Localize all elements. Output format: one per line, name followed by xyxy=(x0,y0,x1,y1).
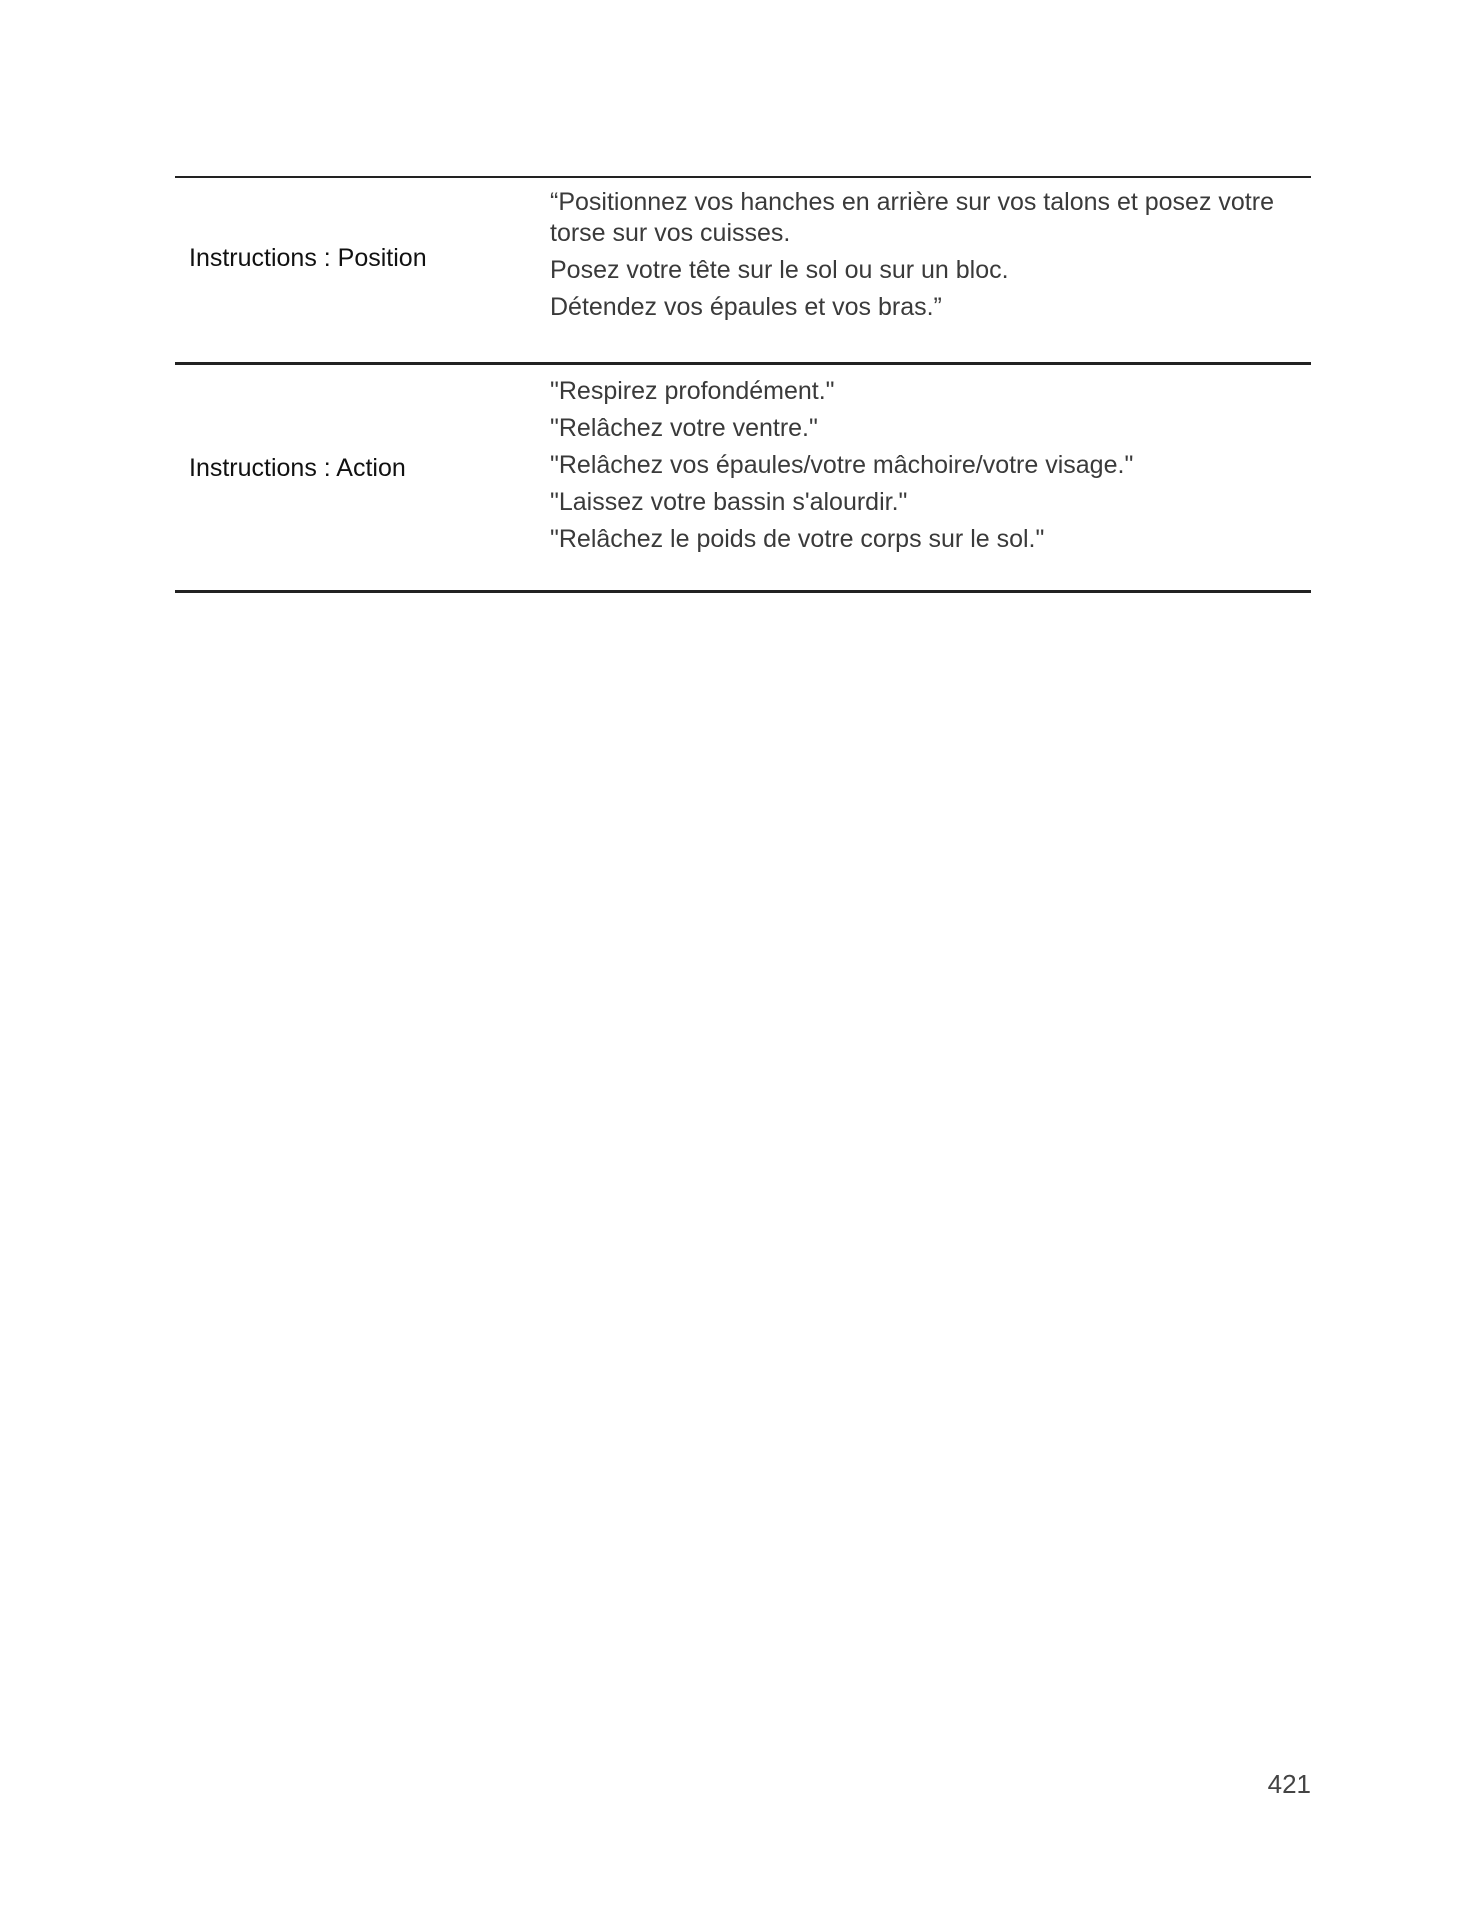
instruction-line: "Relâchez vos épaules/votre mâchoire/votre visage." xyxy=(550,451,1134,479)
row-content-action xyxy=(550,376,1311,561)
instruction-line: Posez votre tête sur le sol ou sur un bloc. xyxy=(550,256,1009,284)
instruction-line: "Respirez profondément." xyxy=(550,377,835,405)
page-number: 421 xyxy=(1267,1769,1311,1799)
instruction-line: "Relâchez le poids de votre corps sur le sol." xyxy=(550,525,1045,553)
table-row-action xyxy=(175,365,1311,593)
instructions-table xyxy=(175,176,1311,593)
row-content-position xyxy=(550,187,1311,329)
row-label-action: Instructions : Action xyxy=(189,454,406,482)
row-label-position: Instructions : Position xyxy=(189,243,427,272)
instruction-line: "Relâchez votre ventre." xyxy=(550,414,818,442)
instruction-line: “Positionnez vos hanches en arrière sur vos talons et posez votre xyxy=(550,188,1274,216)
table-row-position xyxy=(175,178,1311,365)
instruction-line: "Laissez votre bassin s'alourdir." xyxy=(550,488,908,516)
instruction-line: torse sur vos cuisses. xyxy=(550,219,791,247)
instruction-line: Détendez vos épaules et vos bras.” xyxy=(550,293,942,321)
